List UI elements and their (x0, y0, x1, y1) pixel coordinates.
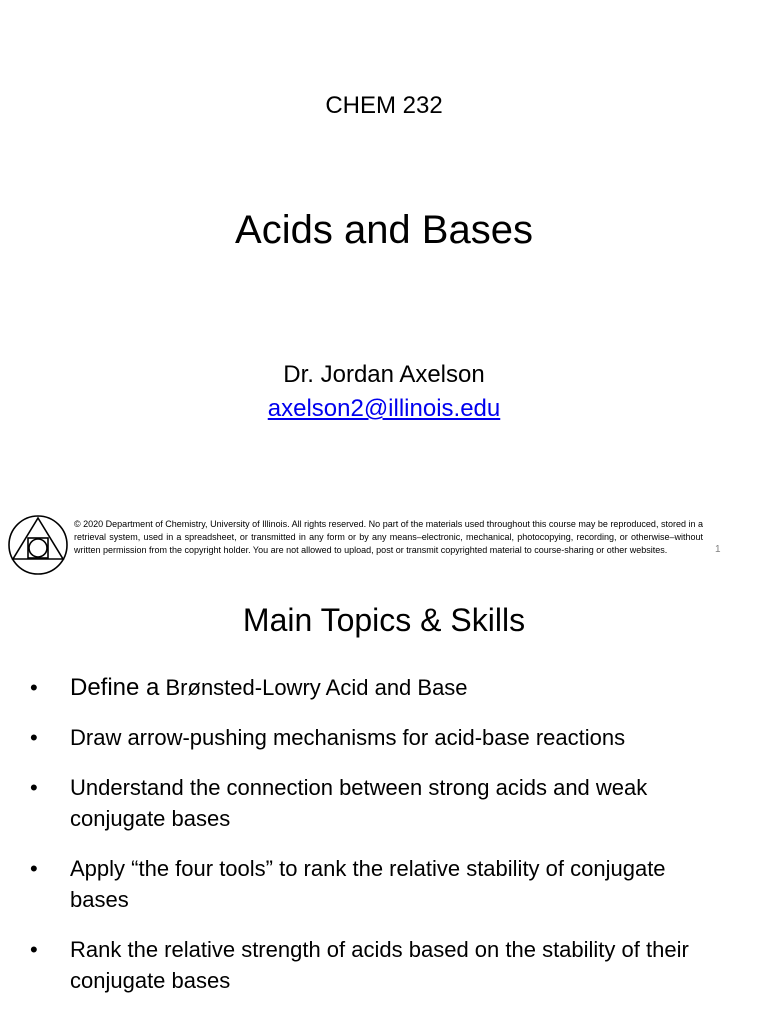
bullet-text: Apply “the four tools” to rank the relative stability of conjugate bases (70, 856, 666, 912)
bullet-symbol: • (30, 856, 38, 881)
author-name: Dr. Jordan Axelson (283, 361, 485, 388)
slide-title: Acids and Bases (235, 208, 533, 252)
bullet-text: Rank the relative strength of acids based on the stability of their conjugate bases (70, 937, 689, 993)
copyright-notice: © 2020 Department of Chemistry, University of Illinois. All rights reserved. No part of the materials used throughout this course may be reproduced, stored in a retrieval system, used in a spreadsheet, or transmitted in any form or by any means–electronic, mechanical, photocopying, recording, or otherwise–without written permission from the copyright holder. You are not allowed to upload, post or transmit copyrighted material to course-sharing or other websites. (74, 519, 703, 555)
topics-slide (0, 582, 768, 1024)
list-item (0, 722, 768, 753)
slide-title: Main Topics & Skills (242, 602, 526, 638)
list-item (0, 672, 768, 703)
bullet-symbol: • (30, 725, 38, 750)
bullet-text: Draw arrow-pushing mechanisms for acid-base reactions (70, 725, 626, 750)
bullet-lead-text: Define a (70, 674, 160, 701)
list-item (0, 934, 768, 996)
bullet-symbol: • (30, 775, 38, 800)
course-code: CHEM 232 (325, 92, 443, 119)
alchemical-circle-triangle-square-icon (7, 514, 69, 576)
email-link[interactable]: axelson2@illinois.edu (267, 395, 501, 422)
bullet-symbol: • (30, 675, 38, 700)
list-item (0, 772, 768, 834)
bullet-symbol: • (30, 937, 38, 962)
list-item (0, 853, 768, 915)
topics-list (0, 672, 768, 1015)
bullet-text: Understand the connection between strong acids and weak conjugate bases (70, 775, 648, 831)
slide-number: 1 (715, 544, 721, 555)
author-email (0, 395, 768, 423)
bullet-text: Brønsted-Lowry Acid and Base (159, 675, 468, 700)
